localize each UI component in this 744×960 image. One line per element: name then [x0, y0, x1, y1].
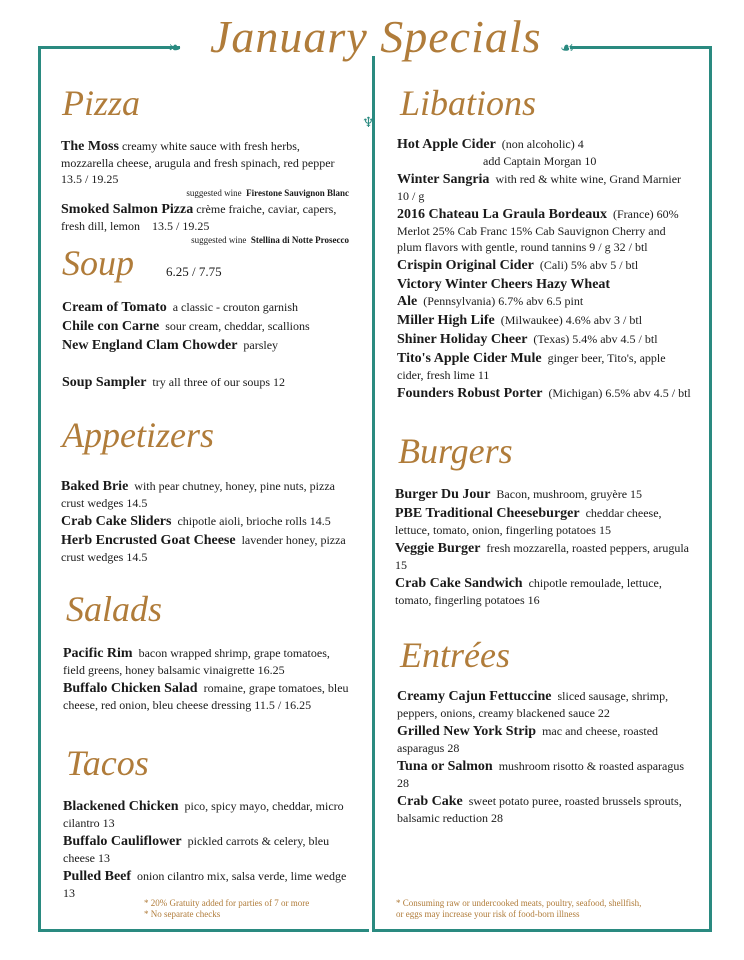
item-name: 2016 Chateau La Graula Bordeaux — [397, 207, 608, 222]
item-name: Crab Cake Sliders — [61, 514, 172, 529]
burgers-section — [395, 486, 691, 608]
item-name: Buffalo Chicken Salad — [63, 681, 198, 696]
suggested-wine — [61, 187, 353, 199]
item-name: Victory Winter Cheers Hazy Wheat Ale — [397, 277, 611, 309]
item-name: Smoked Salmon Pizza — [61, 202, 194, 217]
list-item — [61, 478, 353, 511]
item-desc: crème fraiche, caviar, capers, fresh dill, lemon — [61, 202, 337, 233]
item-desc: onion cilantro mix, salsa verde, lime wedge 13 — [63, 869, 347, 900]
soup-heading: Soup — [62, 243, 134, 283]
list-item — [63, 798, 353, 831]
item-desc: (Texas) 5.4% abv 4.5 / btl — [533, 332, 658, 346]
item-name: Cream of Tomato — [62, 300, 167, 315]
item-desc: (non alcoholic) 4 — [501, 137, 584, 151]
item-desc: pickled carrots & celery, bleu cheese 13 — [63, 834, 330, 865]
divider-ornament-icon: ♆ — [362, 116, 375, 131]
item-desc: chipotle aioli, brioche rolls 14.5 — [177, 514, 331, 528]
item-desc: sweet potato puree, roasted brussels sprouts, balsamic reduction 28 — [397, 794, 682, 825]
libations-section — [397, 136, 691, 402]
note-line: * Consuming raw or undercooked meats, poultry, seafood, shellfish, — [396, 898, 642, 908]
item-name: Miller High Life — [397, 313, 495, 328]
item-name: Veggie Burger — [395, 541, 481, 556]
item-name: Shiner Holiday Cheer — [397, 332, 528, 347]
wine-label: suggested wine — [191, 235, 247, 245]
list-item — [61, 138, 353, 199]
item-name: New England Clam Chowder — [62, 338, 238, 353]
gratuity-note — [144, 898, 309, 920]
wine-name: Firestone Sauvignon Blanc — [246, 188, 349, 198]
item-desc: lavender honey, pizza crust wedges 14.5 — [61, 533, 346, 564]
item-desc: (France) 60% Merlot 25% Cab Franc 15% Cab Sauvignon Cherry and plum flavors with gentle, round tannins 9 / g 32 / btl — [397, 207, 679, 254]
note-line: * No separate checks — [144, 909, 221, 919]
pizza-heading: Pizza — [62, 83, 141, 123]
appetizers-heading: Appetizers — [62, 415, 214, 455]
item-name: Crab Cake — [397, 794, 463, 809]
item-desc: pico, spicy mayo, cheddar, micro cilantro 13 — [63, 799, 344, 830]
item-desc: sour cream, cheddar, scallions — [165, 319, 310, 333]
item-name: Crispin Original Cider — [397, 258, 534, 273]
item-extra: add Captain Morgan 10 — [483, 154, 597, 168]
list-item — [61, 201, 353, 246]
note-line: or eggs may increase your risk of food-born illness — [396, 909, 580, 919]
list-item — [397, 793, 691, 826]
item-desc: (Michigan) 6.5% abv 4.5 / btl — [548, 386, 691, 400]
item-desc: creamy white sauce with fresh herbs, mozzarella cheese, arugula and fresh spinach, red pepper — [61, 139, 335, 170]
list-item — [63, 868, 353, 901]
list-item — [397, 276, 691, 310]
list-item — [397, 136, 691, 169]
item-price: 13.5 / 19.25 — [61, 172, 119, 186]
list-item — [395, 486, 691, 503]
list-item — [397, 350, 691, 383]
wine-label: suggested wine — [186, 188, 242, 198]
item-name: Soup Sampler — [62, 375, 147, 390]
salads-heading: Salads — [66, 589, 163, 629]
entrees-section — [397, 688, 691, 826]
pizza-section — [61, 138, 353, 246]
item-desc: with red & white wine, Grand Marnier 10 / g — [397, 172, 682, 203]
ornament-left-icon: ❧ — [168, 40, 182, 57]
appetizers-section — [61, 478, 353, 565]
list-item — [62, 317, 354, 336]
libations-heading: Libations — [400, 83, 537, 123]
item-name: Chile con Carne — [62, 319, 160, 334]
item-name: Pulled Beef — [63, 869, 132, 884]
item-desc: mac and cheese, roasted asparagus 28 — [397, 724, 659, 755]
salads-section — [63, 645, 353, 713]
list-item — [61, 513, 353, 530]
tacos-heading: Tacos — [66, 743, 149, 783]
list-item — [397, 312, 691, 329]
item-desc: (Milwaukee) 4.6% abv 3 / btl — [500, 313, 643, 327]
list-item — [397, 758, 691, 791]
soup-section — [62, 298, 354, 392]
item-desc: try all three of our soups 12 — [152, 375, 286, 389]
list-item — [63, 680, 353, 713]
item-name: Baked Brie — [61, 479, 129, 494]
list-item — [62, 336, 354, 355]
list-item — [397, 257, 691, 274]
list-item — [62, 373, 354, 392]
item-name: Burger Du Jour — [395, 487, 491, 502]
item-name: Pacific Rim — [63, 646, 133, 661]
ornament-right-icon: ☙ — [560, 40, 575, 57]
list-item — [397, 206, 691, 255]
item-desc: bacon wrapped shrimp, grape tomatoes, field greens, honey balsamic vinaigrette 16.25 — [63, 646, 330, 677]
item-desc: mushroom risotto & roasted asparagus 28 — [397, 759, 685, 790]
item-name: Blackened Chicken — [63, 799, 179, 814]
item-desc: (Cali) 5% abv 5 / btl — [539, 258, 639, 272]
burgers-heading: Burgers — [398, 431, 513, 471]
item-desc: Bacon, mushroom, gruyère 15 — [496, 487, 643, 501]
item-name: Creamy Cajun Fettuccine — [397, 689, 552, 704]
wine-name: Stellina di Notte Prosecco — [250, 235, 349, 245]
list-item — [63, 833, 353, 866]
item-desc: ginger beer, Tito's, apple cider, fresh lime 11 — [397, 351, 666, 382]
item-desc: sliced sausage, shrimp, peppers, onions, creamy blackened sauce 22 — [397, 689, 669, 720]
list-item — [62, 298, 354, 317]
item-name: Grilled New York Strip — [397, 724, 537, 739]
item-name: PBE Traditional Cheeseburger — [395, 506, 580, 521]
item-name: The Moss — [61, 139, 119, 154]
item-desc: chipotle remoulade, lettuce, tomato, fingerling potatoes 16 — [395, 576, 662, 607]
note-line: * 20% Gratuity added for parties of 7 or more — [144, 898, 310, 908]
list-item — [395, 540, 691, 573]
item-name: Tito's Apple Cider Mule — [397, 351, 542, 366]
health-warning-note — [396, 898, 641, 920]
soup-price: 6.25 / 7.75 — [166, 264, 222, 279]
item-desc: romaine, grape tomatoes, bleu cheese, red onion, bleu cheese dressing 11.5 / 16.25 — [63, 681, 349, 712]
list-item — [397, 723, 691, 756]
item-desc: cheddar cheese, lettuce, tomato, onion, fingerling potatoes 15 — [395, 506, 662, 537]
list-item — [61, 532, 353, 565]
list-item — [397, 171, 691, 204]
entrees-heading: Entrées — [400, 635, 510, 675]
list-item — [395, 505, 691, 538]
item-name: Buffalo Cauliflower — [63, 834, 182, 849]
item-name: Winter Sangria — [397, 172, 490, 187]
tacos-section — [63, 798, 353, 901]
list-item — [397, 331, 691, 348]
item-desc: parsley — [243, 338, 279, 352]
list-item — [63, 645, 353, 678]
item-name: Crab Cake Sandwich — [395, 576, 523, 591]
item-name: Hot Apple Cider — [397, 137, 496, 152]
list-item — [395, 575, 691, 608]
item-name: Tuna or Salmon — [397, 759, 493, 774]
page-title: January Specials — [210, 11, 542, 62]
item-name: Founders Robust Porter — [397, 386, 543, 401]
item-name: Herb Encrusted Goat Cheese — [61, 533, 236, 548]
item-desc: (Pennsylvania) 6.7% abv 6.5 pint — [423, 294, 584, 308]
list-item — [397, 385, 691, 402]
item-price: 13.5 / 19.25 — [151, 219, 210, 233]
item-desc: fresh mozzarella, roasted peppers, arugula 15 — [395, 541, 689, 572]
item-desc: with pear chutney, honey, pine nuts, pizza crust wedges 14.5 — [61, 479, 335, 510]
list-item — [397, 688, 691, 721]
item-desc: a classic - crouton garnish — [172, 300, 299, 314]
